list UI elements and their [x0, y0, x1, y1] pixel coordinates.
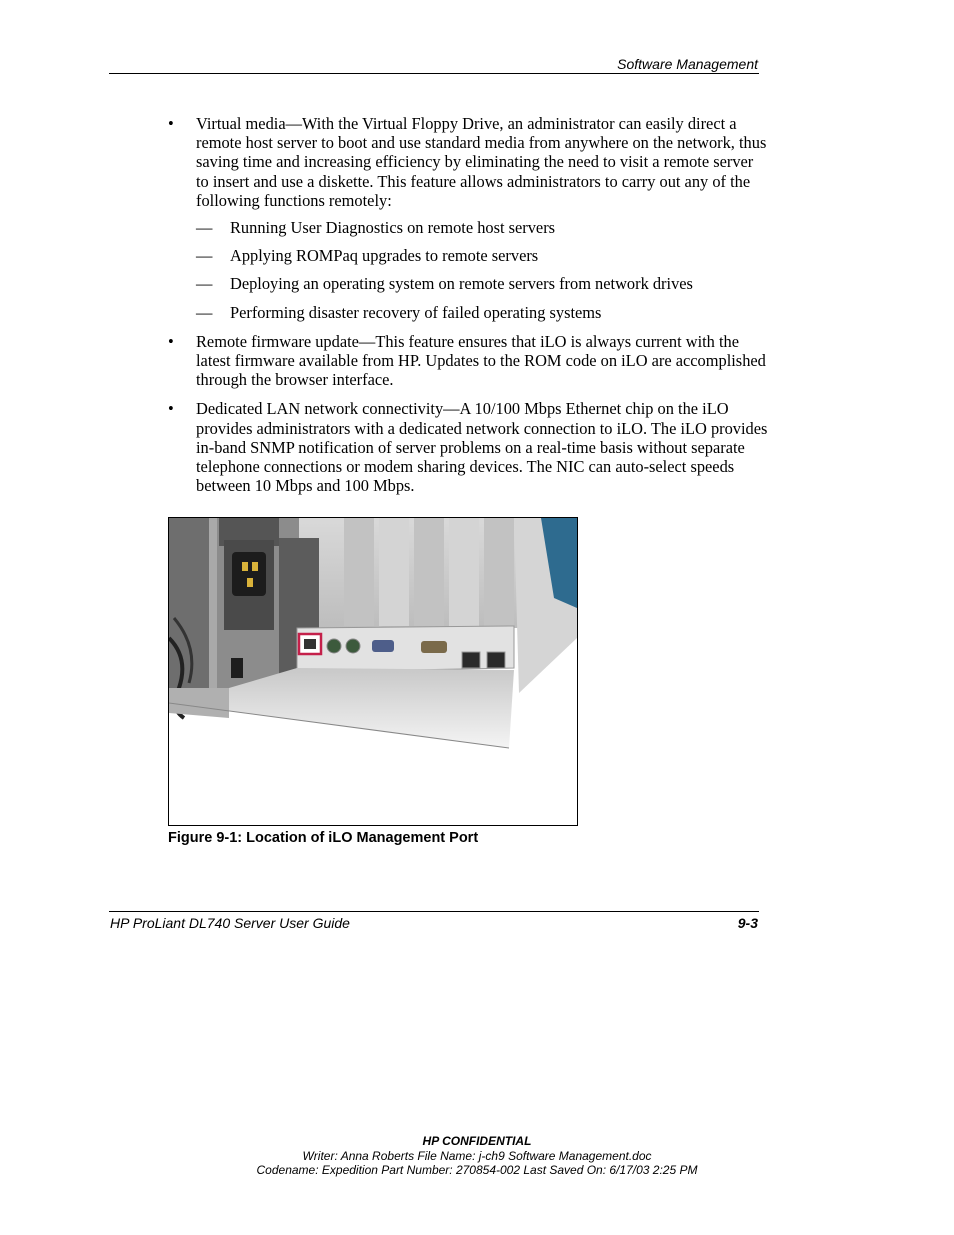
nic-port — [487, 652, 505, 668]
dash-marker: — — [196, 302, 213, 322]
nic-port — [462, 652, 480, 668]
footer-title: HP ProLiant DL740 Server User Guide — [110, 915, 350, 931]
dash-item-text: Deploying an operating system on remote servers from network drives — [230, 274, 693, 294]
power-switch — [231, 658, 243, 678]
slot-cover — [414, 518, 444, 626]
confidential-line: Writer: Anna Roberts File Name: j-ch9 Software Management.doc — [302, 1148, 652, 1163]
bullet-text: Remote firmware update—This feature ensures that iLO is always current with the latest firmware available from HP. Updates to the ROM code on iLO are accomplished through the browser interface. — [196, 331, 766, 390]
bullet-item — [168, 399, 768, 495]
dash-item-text: Performing disaster recovery of failed operating systems — [230, 302, 602, 322]
socket-pin — [242, 562, 248, 571]
bullet-text: Dedicated LAN network connectivity—A 10/100 Mbps Ethernet chip on the iLO provides administrators with a dedicated network connection to iLO. The iLO provides in-band SNMP notification of server problems on a real-time basis without separate telephone connections or modem sharing devices. The NIC can auto-select speeds between 10 Mbps and 100 Mbps. — [196, 399, 768, 496]
dash-item — [196, 246, 768, 265]
dash-item-text: Running User Diagnostics on remote host servers — [230, 218, 556, 238]
page-number: 9-3 — [737, 915, 758, 931]
dash-item — [196, 218, 768, 237]
slot-cover — [379, 518, 409, 626]
confidential-block — [0, 1134, 954, 1178]
bullet-marker: • — [168, 399, 174, 419]
bullet-item — [168, 332, 768, 390]
figure-ilo-port — [168, 517, 578, 826]
dash-marker: — — [196, 274, 213, 294]
slot-cover — [344, 518, 374, 626]
bullet-text: Virtual media—With the Virtual Floppy Drive, an administrator can easily direct a remote host server to boot and use standard media from anywhere on the network, thus saving time and increasing efficiency by eliminating the need to visit a remote server to insert and use a diskette. This feature allows administrators to carry out any of the following functions remotely: — [196, 114, 767, 210]
header-rule — [109, 73, 759, 74]
confidential-title: HP CONFIDENTIAL — [422, 1134, 532, 1148]
dash-item — [196, 274, 768, 293]
body-text — [168, 114, 768, 505]
dash-marker: — — [196, 218, 213, 238]
vga-port — [372, 640, 394, 652]
serial-port — [421, 641, 447, 653]
bullet-marker: • — [168, 114, 174, 133]
power-socket — [232, 552, 266, 596]
dash-list — [196, 218, 768, 322]
ps2-port — [346, 639, 360, 653]
socket-pin — [252, 562, 258, 571]
frame-bar — [209, 518, 217, 698]
socket-pin — [247, 578, 253, 587]
ilo-port — [304, 639, 316, 649]
slot-cover — [449, 518, 479, 626]
dash-marker: — — [196, 246, 213, 266]
running-head: Software Management — [617, 56, 758, 72]
figure-caption: Figure 9-1: Location of iLO Management Port — [168, 830, 479, 846]
bullet-item — [168, 114, 768, 322]
slot-cover — [484, 518, 514, 626]
confidential-line: Codename: Expedition Part Number: 270854-002 Last Saved On: 6/17/03 2:25 PM — [256, 1163, 698, 1177]
dash-item — [196, 303, 768, 322]
footer-rule — [109, 911, 759, 912]
chassis-left-edge — [169, 518, 209, 698]
bullet-marker: • — [168, 331, 174, 351]
tray-lip — [169, 688, 229, 718]
dash-item-text: Applying ROMPaq upgrades to remote servers — [230, 246, 539, 266]
ps2-port — [327, 639, 341, 653]
server-rear-illustration — [169, 518, 577, 825]
